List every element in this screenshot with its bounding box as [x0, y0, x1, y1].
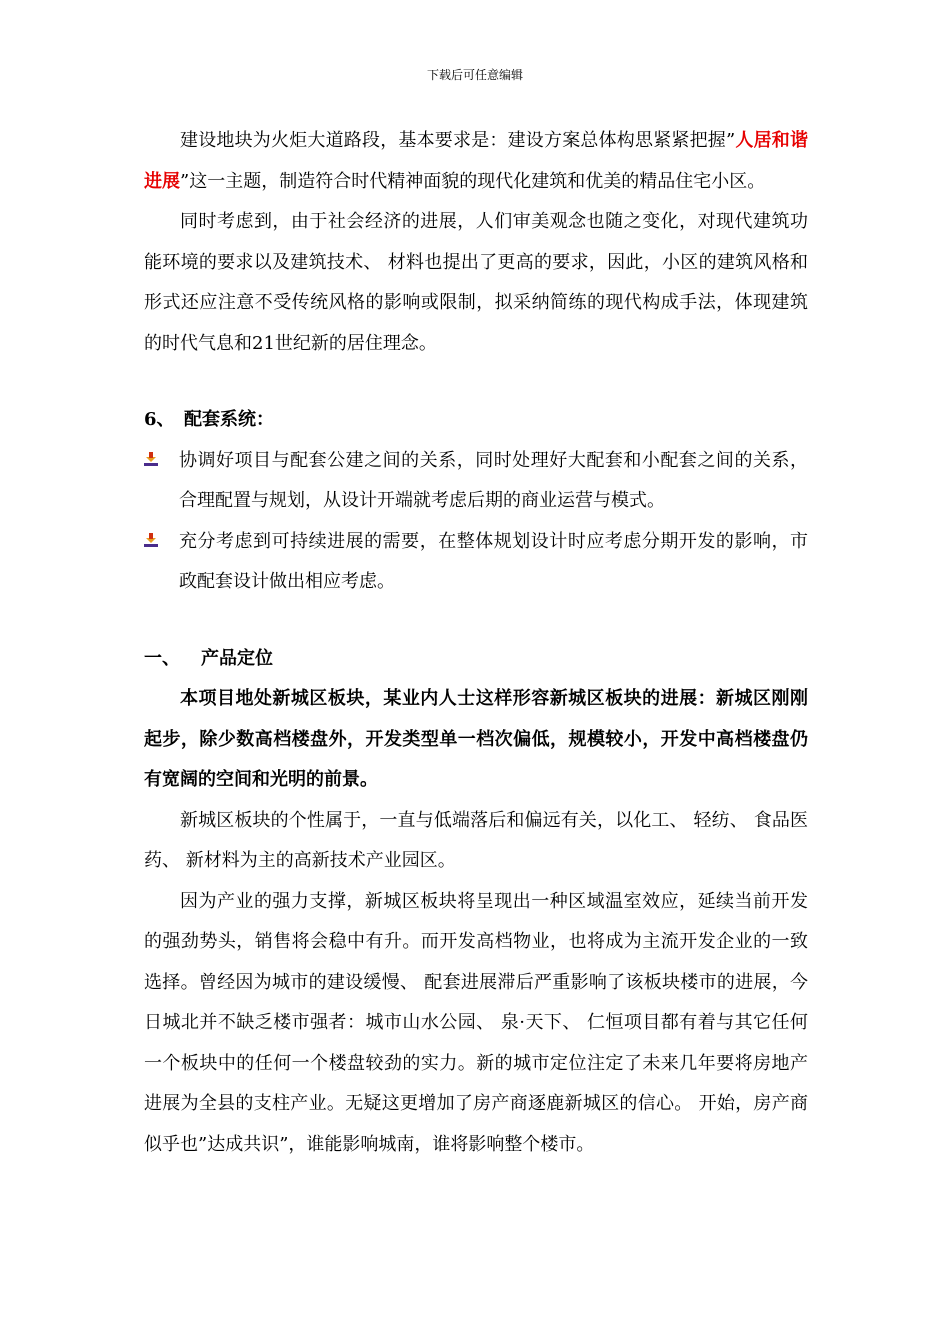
paragraph-text: ”这一主题，制造符合时代精神面貌的现代化建筑和优美的精品住宅小区。: [180, 170, 766, 192]
section-number: 一、: [144, 647, 180, 669]
section-title: 产品定位: [201, 647, 273, 669]
paragraph-style-consideration: 同时考虑到，由于社会经济的进展，人们审美观念也随之变化，对现代建筑功能环境的要求以及建筑技术、 材料也提出了更高的要求，因此，小区的建筑风格和形式还应注意不受传统风格的影响或限制，拟采纳简练的现代构成手法，体现建筑的时代气息和21世纪新的居住理念。: [144, 211, 808, 354]
section-heading-product-positioning: [144, 639, 808, 680]
page-header: 下载后可任意编辑: [426, 68, 523, 82]
section-number: 6、: [144, 409, 175, 430]
arrow-bullet-icon: [144, 452, 158, 466]
list-item-text: 协调好项目与配套公建之间的关系，同时处理好大配套和小配套之间的关系，合理配置与规划，从设计开端就考虑后期的商业运营与模式。: [179, 449, 808, 511]
section-title: 配套系统：: [184, 409, 274, 430]
paragraph-text: 建设地块为火炬大道路段，基本要求是：建设方案总体构思紧紧把握”: [180, 130, 736, 151]
document-body: [144, 121, 808, 1165]
paragraph-project-location: 本项目地处新城区板块，某业内人士这样形容新城区板块的进展：新城区刚刚起步，除少数高档楼盘外，开发类型单一档次偏低，规模较小，开发中高档楼盘仍有宽阔的空间和光明的前景。: [144, 688, 808, 790]
list-item: [144, 522, 808, 603]
list-item: [144, 441, 808, 522]
paragraph-design-requirement: [144, 121, 808, 202]
paragraph-district-character: 新城区板块的个性属于，一直与低端落后和偏远有关，以化工、 轻纺、 食品医药、 新材料为主的高新技术产业园区。: [144, 809, 808, 871]
list-item-text: 充分考虑到可持续进展的需要，在整体规划设计时应考虑分期开发的影响，市政配套设计做出相应考虑。: [179, 530, 808, 592]
arrow-bullet-icon: [144, 533, 158, 547]
highlight-theme: 人居和谐进展: [144, 130, 809, 192]
section-heading-6: [144, 400, 808, 441]
paragraph-market-outlook: 因为产业的强力支撑，新城区板块将呈现出一种区域温室效应，延续当前开发的强劲势头，销售将会稳中有升。而开发高档物业，也将成为主流开发企业的一致选择。曾经因为城市的建设缓慢、 配套进展滞后严重影响了该板块楼市的进展，今日城北并不缺乏楼市强者：城市山水公园、 泉·天下、 仁恒项目都有着与其它任何一个板块中的任何一个楼盘较劲的实力。新的城市定位注定了未来几年要将房地产进展为全县的支柱产业。无疑这更增加了房产商逐鹿新城区的信心。 开始，房产商似乎也”达成共识”，谁能影响城南，谁将影响整个楼市。: [144, 890, 808, 1155]
